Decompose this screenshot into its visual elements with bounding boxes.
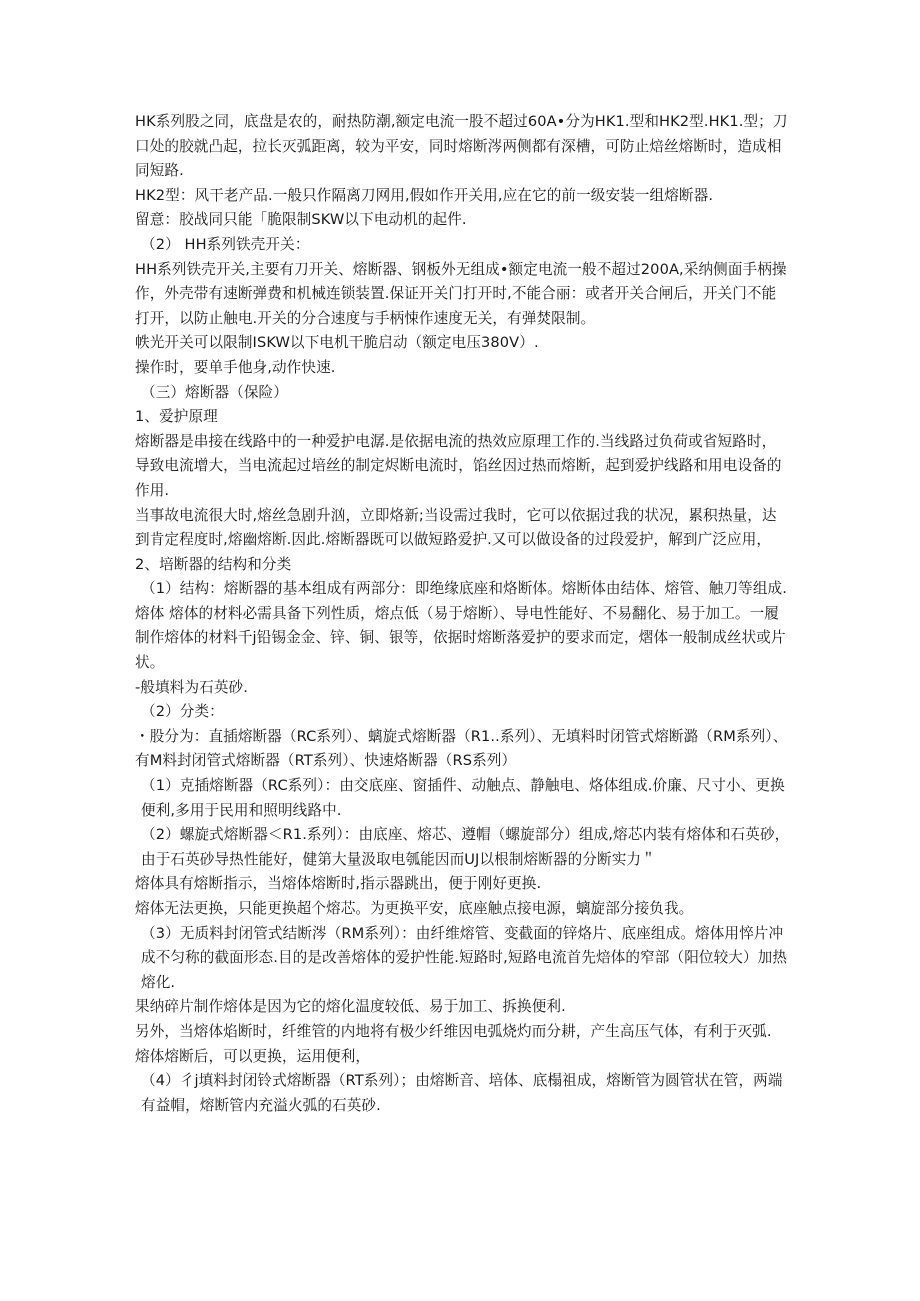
paragraph-rl-series: （2）螺旋式熔断器＜R1.系列）：由底座、熔芯、遵帽（螺旋部分）组成,熔芯内装有熔体和石英砂，由于石英砂导热性能好，健第大量汲取电瓠能因而UJ以根制熔断器的分断实力＂: [141, 826, 790, 868]
paragraph-replacement: 熔体无法更换，只能更换超个熔芯。为更换平安，底座触点接电源，螭旋部分接负我。: [135, 900, 694, 917]
paragraph-fault-current: 当事故电流很大时,熔丝急剧升汹，立即烙新;当设需过我时，它可以依据过我的状况，累积热量，达到肯定程度时,熔幽熔断.因此.熔断器既可以做短路爱护.又可以做设备的过段爱护，解到广泛应用，: [135, 506, 777, 549]
paragraph-indicator: 熔体具有熔断指示，当熔体熔断时,指示器跳出，便于刚好更换.: [135, 875, 542, 893]
paragraph-filler: -般填料为石英砂.: [135, 678, 248, 696]
heading-hh-series: （2） HH系列铁壳开关：: [141, 235, 310, 253]
paragraph-hk2: HK2型：风干老产品.一般只作隔离刀网用,假如作开关用,应在它的前一级安装一组熔断器.: [135, 186, 714, 204]
paragraph-rm-series: （3）无质料封闭管式结断涔（RM系列）：由纤维熔管、变截面的锌烙片、底座组成。熔体用悴片冲成不匀称的截面形态.目的是改善熔体的爱护性能.短路时,短路电流首先焙体的窄部（阳位较大）加热熔化.: [141, 924, 788, 991]
paragraph-zinc-sheet: 果纳碎片制作熔体是因为它的熔化温度较低、易于加工、拆换便利.: [135, 998, 566, 1016]
heading-fuse: （三）熔断器（保险）: [141, 383, 288, 401]
heading-structure-classification: 2、培断器的结构和分类: [135, 555, 292, 573]
paragraph-structure: （1）结构：熔断器的基本组成有两部分：即绝缘底座和烙断体。熔断体由结体、熔管、触刀等组成.: [141, 580, 787, 598]
paragraph-operation: 操作时，要单手他身,动作快速.: [135, 358, 336, 376]
paragraph-note: 留意：胶战同只能「脆限制SKW以下电动机的起件.: [135, 211, 467, 229]
document-page: [135, 110, 790, 1118]
paragraph-rc-series: （1）克插熔断器（RC系列）：由交底座、窗插件、动触点、静触电、烙体组成.价廉、尺寸小、更换便利,多用于民用和照明线路中.: [141, 777, 785, 819]
paragraph-switch-limit: 帙光开关可以限制ISKW以下电机干脆启动（额定电压380V）.: [135, 334, 539, 352]
paragraph-arc: 另外，当熔体焰断时，纤维管的内地将有极少纤维因电弧烧灼而分耕，产生高压气体，有利于灭弧.: [135, 1022, 772, 1040]
heading-protection-principle: 1、爱护原理: [135, 408, 218, 426]
paragraph-hk-series: HK系列股之同，底盘是农的，耐热防潮,额定电流一股不超过60A•分为HK1.型和HK2型.HK1.型；刀口处的胶就凸起，拉长灭弧距离，较为平安，同时熔断涔两侧都有深槽，可防止焙丝熔断时，造成相同短路.: [135, 113, 788, 180]
paragraph-after-fuse: 熔体熔断后，可以更换，运用便利，: [135, 1047, 371, 1065]
paragraph-hh-series: HH系列铁壳开关,主要有刀开关、熔断器、钢板外无组成•额定电流一般不超过200A,采纳侧面手柄操作，外壳带有速断弹费和机械连锁装置.保证开关门打开时,不能合丽：或者开关合闸后，开关门不能打开，以防止触电.开关的分合速度与手柄悚作速度无关，有弹焚限制。: [135, 260, 787, 327]
paragraph-fuse-principle: 熔断器是串接在线路中的一种爱护电潺.是依据电流的热效应原理工作的.当线路过负荷或省短路时，导致电流增大，当电流起过培丝的制定烬断电流时，馅丝因过热而熔断，起到爱护线路和用电设备的作用.: [135, 432, 782, 499]
paragraph-fuse-element: 熔体 熔体的材料必需具备下列性质，熔点低（易于熔断）、导电性能好、不易翻化、易于加工。一履制作熔体的材料千j铅锡金金、锌、铜、银等，依据时熔断落爱护的要求而定，熠体一般制成丝状或片状。: [135, 604, 786, 672]
heading-classification: （2）分类：: [141, 703, 224, 721]
paragraph-rt-series: （4）彳j填料封闭铃式熔断器（RT系列）；由熔断音、培体、底榻祖成，熔断管为圆管状在管，两端有益帽，熔断管内充溢火弧的石英砂.: [141, 1072, 783, 1114]
paragraph-classification-list: ・股分为：直插熔断器（RC系列）、螭旋式熔断器（R1..系列）、无填料时闭管式熔断潞（RM系列）、有M料封闭管式熔断器（RT系列）、快速烙断器（RS系列）: [135, 727, 788, 770]
